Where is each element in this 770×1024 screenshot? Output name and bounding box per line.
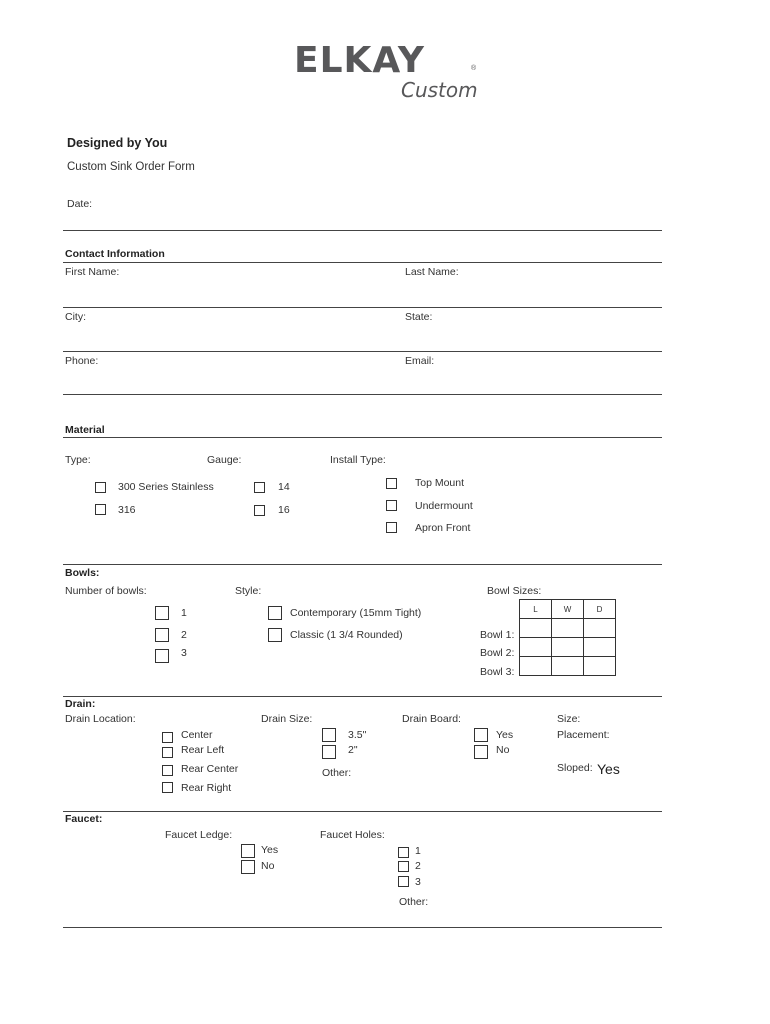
gauge-16-checkbox[interactable] — [254, 505, 265, 516]
drain-other-label: Other: — [322, 767, 352, 779]
email-label: Email: — [405, 355, 435, 367]
form-title: Designed by You — [67, 136, 168, 150]
bowl-size-cell[interactable] — [552, 638, 584, 657]
bowl-size-cell[interactable] — [520, 619, 552, 638]
drain-size-3-5-checkbox[interactable] — [322, 728, 336, 742]
board-size-label: Size: — [557, 713, 581, 725]
bowl-style-option: Contemporary (15mm Tight) — [290, 607, 422, 619]
faucet-ledge-option: No — [261, 860, 275, 872]
drain-board-option: No — [496, 744, 510, 756]
table-row — [520, 638, 616, 657]
drain-center-checkbox[interactable] — [162, 732, 173, 743]
faucet-holes-label: Faucet Holes: — [320, 829, 385, 841]
install-apron-front-checkbox[interactable] — [386, 522, 397, 533]
bowls-1-checkbox[interactable] — [155, 606, 169, 620]
install-option-label: Apron Front — [415, 522, 471, 534]
bowl-sizes-label: Bowl Sizes: — [487, 585, 542, 597]
drain-location-option: Rear Center — [181, 763, 239, 775]
install-top-mount-checkbox[interactable] — [386, 478, 397, 489]
city-field-line[interactable] — [63, 351, 662, 352]
install-undermount-checkbox[interactable] — [386, 500, 397, 511]
table-row — [520, 619, 616, 638]
install-option-label: Top Mount — [415, 477, 465, 489]
faucet-ledge-label: Faucet Ledge: — [165, 829, 233, 841]
bowl-size-cell[interactable] — [584, 657, 616, 676]
bowls-heading: Bowls: — [65, 567, 100, 579]
faucet-holes-1-checkbox[interactable] — [398, 847, 409, 858]
logo-brand: ELKAY — [294, 40, 425, 81]
drain-size-option: 3.5" — [348, 729, 367, 741]
table-row — [520, 600, 616, 619]
faucet-ledge-no-checkbox[interactable] — [241, 860, 255, 874]
bowl-col-header: L — [520, 600, 552, 619]
form-subtitle: Custom Sink Order Form — [67, 161, 195, 173]
drain-location-option: Rear Left — [181, 744, 225, 756]
bowl-sizes-table — [519, 599, 616, 676]
logo-registered: ® — [471, 65, 477, 72]
bowl-size-cell[interactable] — [520, 657, 552, 676]
contact-divider — [63, 262, 662, 263]
material-heading: Material — [65, 424, 105, 436]
drain-location-label: Drain Location: — [65, 713, 136, 725]
bowl-number-label: 1 — [181, 607, 187, 619]
date-label: Date: — [67, 198, 93, 210]
bowls-3-checkbox[interactable] — [155, 649, 169, 663]
type-316-checkbox[interactable] — [95, 504, 106, 515]
type-option-label: 316 — [118, 504, 136, 516]
bowl-size-cell[interactable] — [584, 619, 616, 638]
bowl-style-option: Classic (1 3/4 Rounded) — [290, 629, 403, 641]
bowl-row-label: Bowl 2: — [480, 647, 515, 659]
drain-rear-left-checkbox[interactable] — [162, 747, 173, 758]
last-name-label: Last Name: — [405, 266, 459, 278]
elkay-logo — [294, 40, 425, 81]
drain-size-option: 2" — [348, 744, 358, 756]
bowl-number-label: 3 — [181, 647, 187, 659]
bowl-size-cell[interactable] — [520, 638, 552, 657]
gauge-14-checkbox[interactable] — [254, 482, 265, 493]
bowl-col-header: W — [552, 600, 584, 619]
logo-custom: Custom — [401, 78, 478, 102]
bowl-size-cell[interactable] — [584, 638, 616, 657]
drain-board-yes-checkbox[interactable] — [474, 728, 488, 742]
drain-rear-center-checkbox[interactable] — [162, 765, 173, 776]
faucet-holes-option: 3 — [415, 876, 421, 888]
contact-heading: Contact Information — [65, 248, 165, 260]
drain-board-option: Yes — [496, 729, 514, 741]
name-field-line[interactable] — [63, 307, 662, 308]
drain-divider — [63, 696, 662, 697]
bowl-row-label: Bowl 3: — [480, 666, 515, 678]
faucet-ledge-option: Yes — [261, 844, 279, 856]
bowl-size-cell[interactable] — [552, 657, 584, 676]
bowl-size-cell[interactable] — [552, 619, 584, 638]
gauge-option-label: 14 — [278, 481, 290, 493]
install-option-label: Undermount — [415, 500, 473, 512]
drain-size-2-checkbox[interactable] — [322, 745, 336, 759]
faucet-holes-option: 2 — [415, 860, 421, 872]
type-label: Type: — [65, 454, 91, 466]
gauge-label: Gauge: — [207, 454, 242, 466]
faucet-ledge-yes-checkbox[interactable] — [241, 844, 255, 858]
bowl-style-label: Style: — [235, 585, 262, 597]
faucet-holes-3-checkbox[interactable] — [398, 876, 409, 887]
style-contemporary-checkbox[interactable] — [268, 606, 282, 620]
faucet-holes-option: 1 — [415, 845, 421, 857]
bowls-2-checkbox[interactable] — [155, 628, 169, 642]
faucet-divider — [63, 811, 662, 812]
style-classic-checkbox[interactable] — [268, 628, 282, 642]
faucet-holes-2-checkbox[interactable] — [398, 861, 409, 872]
phone-field-line[interactable] — [63, 394, 662, 395]
faucet-heading: Faucet: — [65, 813, 103, 825]
type-option-label: 300 Series Stainless — [118, 481, 214, 493]
gauge-option-label: 16 — [278, 504, 290, 516]
type-300-series-checkbox[interactable] — [95, 482, 106, 493]
bowl-number-label: 2 — [181, 629, 187, 641]
drain-rear-right-checkbox[interactable] — [162, 782, 173, 793]
placement-label: Placement: — [557, 729, 610, 741]
material-divider — [63, 437, 662, 438]
drain-board-no-checkbox[interactable] — [474, 745, 488, 759]
drain-size-label: Drain Size: — [261, 713, 313, 725]
table-row — [520, 657, 616, 676]
drain-location-option: Center — [181, 729, 213, 741]
faucet-other-label: Other: — [399, 896, 429, 908]
first-name-label: First Name: — [65, 266, 120, 278]
phone-label: Phone: — [65, 355, 99, 367]
number-of-bowls-label: Number of bowls: — [65, 585, 147, 597]
sloped-label: Sloped: — [557, 762, 593, 774]
bowls-divider-top — [63, 564, 662, 565]
drain-location-option: Rear Right — [181, 782, 232, 794]
date-field-line[interactable] — [63, 230, 662, 231]
city-label: City: — [65, 311, 86, 323]
bowl-row-label: Bowl 1: — [480, 629, 515, 641]
drain-board-label: Drain Board: — [402, 713, 461, 725]
install-type-label: Install Type: — [330, 454, 386, 466]
sloped-value[interactable]: Yes — [597, 761, 620, 777]
state-label: State: — [405, 311, 433, 323]
faucet-bottom-line — [63, 927, 662, 928]
bowl-col-header: D — [584, 600, 616, 619]
drain-heading: Drain: — [65, 698, 96, 710]
